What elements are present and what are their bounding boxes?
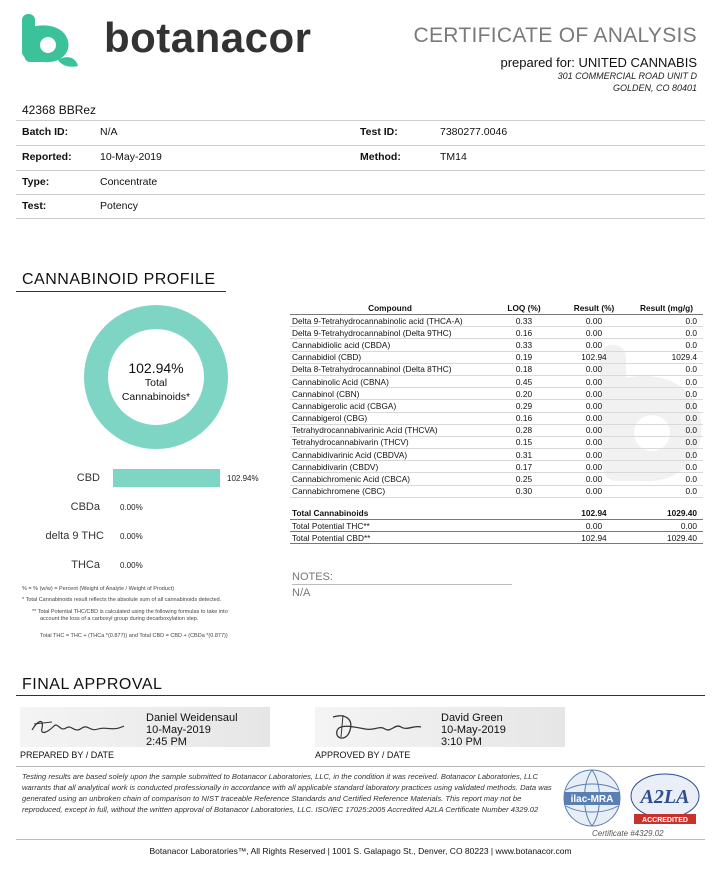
a2la-text: A2LA xyxy=(640,786,690,808)
result-pct-cell: 102.94 xyxy=(558,532,630,544)
total-cannabinoids-percent: 102.94% xyxy=(128,360,184,376)
result-mg-cell: 0.0 xyxy=(630,375,703,387)
client-address-line1: 301 COMMERCIAL ROAD UNIT D xyxy=(557,71,697,81)
divider xyxy=(16,766,705,767)
result-mg-cell: 0.0 xyxy=(630,327,703,339)
approved-by-name: David Green xyxy=(441,712,503,724)
divider xyxy=(16,120,705,121)
type-value: Concentrate xyxy=(100,176,158,188)
prepared-time: 2:45 PM xyxy=(146,736,187,748)
result-mg-cell: 0.0 xyxy=(630,485,703,497)
compound-cell: Total Potential THC** xyxy=(290,520,490,532)
result-pct-cell: 0.00 xyxy=(558,485,630,497)
test-id-value: 7380277.0046 xyxy=(440,126,508,138)
ilac-mra-logo-icon xyxy=(560,768,624,828)
compound-cell: Delta 9-Tetrahydrocannabinolic acid (THCA-A) xyxy=(290,315,490,327)
result-mg-cell: 0.00 xyxy=(630,520,703,532)
compound-cell: Tetrahydrocannabivarinic Acid (THCVA) xyxy=(290,424,490,436)
result-pct-cell: 0.00 xyxy=(558,315,630,327)
reported-value: 10-May-2019 xyxy=(100,151,162,163)
prepared-by-role: PREPARED BY / DATE xyxy=(20,750,115,760)
table-header-row xyxy=(290,302,703,315)
col-header-result-pct: Result (%) xyxy=(558,302,630,315)
result-mg-cell: 0.0 xyxy=(630,388,703,400)
loq-cell: 0.15 xyxy=(490,436,558,448)
client-address-line2: GOLDEN, CO 80401 xyxy=(612,83,697,93)
test-value: Potency xyxy=(100,200,138,212)
table-row xyxy=(290,339,703,351)
result-mg-cell: 0.0 xyxy=(630,449,703,461)
accredited-text: ACCREDITED xyxy=(642,817,688,824)
result-pct-cell: 0.00 xyxy=(558,327,630,339)
table-row xyxy=(290,388,703,400)
footnote-total: * Total Cannabinoids result reflects the absolute sum of all cannabinoids detected. xyxy=(22,597,222,603)
loq-cell: 0.17 xyxy=(490,461,558,473)
notes-underline xyxy=(292,584,512,585)
result-mg-cell: 0.0 xyxy=(630,436,703,448)
compound-cell: Cannabinolic Acid (CBNA) xyxy=(290,375,490,387)
table-row xyxy=(290,315,703,327)
loq-cell: 0.19 xyxy=(490,351,558,363)
result-mg-cell: 0.0 xyxy=(630,473,703,485)
result-mg-cell: 0.0 xyxy=(630,412,703,424)
legal-disclaimer: Testing results are based solely upon the sample submitted to Botanacor Laboratories, LLC, in the condition it was received. Botanacor Laboratories, LLC warrants that all analytical work is conducted professionally in accordance with all applicable standard laboratory practices using validated methods. Data was generated using an unbroken chain of comparison to NIST traceable Reference Standards and Certified Reference Materials. This report may not be reproduced, except in full, without the written approval of Botanacor Laboratories, LLC. ISO/IEC 17025:2005 Accredited A2LA Certificate Number 4329.02 xyxy=(22,772,552,814)
footer-company-info: Botanacor Laboratories™, All Rights Reserved | 1001 S. Galapago St., Denver, CO 80223 | www.botanacor.com xyxy=(149,846,572,856)
divider xyxy=(16,839,705,840)
compound-cell: Delta 9-Tetrahydrocannabinol (Delta 9THC) xyxy=(290,327,490,339)
result-pct-cell: 0.00 xyxy=(558,412,630,424)
result-pct-cell: 0.00 xyxy=(558,473,630,485)
result-mg-cell: 1029.40 xyxy=(630,532,703,544)
col-header-result-mg: Result (mg/g) xyxy=(630,302,703,315)
loq-cell: 0.30 xyxy=(490,485,558,497)
bar-label-thca: THCa xyxy=(71,559,100,571)
approved-date: 10-May-2019 xyxy=(441,724,506,736)
loq-cell: 0.16 xyxy=(490,412,558,424)
batch-id-value: N/A xyxy=(100,126,118,138)
compound-cell: Cannabidiolic acid (CBDA) xyxy=(290,339,490,351)
footnote-formula-2: account the loss of a carboxyl group during decarboxylation step. xyxy=(40,616,199,622)
batch-id-label: Batch ID: xyxy=(22,126,69,138)
result-mg-cell: 0.0 xyxy=(630,315,703,327)
bar-label-cbd: CBD xyxy=(76,472,100,484)
divider xyxy=(16,145,705,146)
prepared-by-name: Daniel Weidensaul xyxy=(146,712,238,724)
divider xyxy=(16,194,705,195)
table-row xyxy=(290,436,703,448)
bar-label-delta9-thc: delta 9 THC xyxy=(45,530,104,542)
result-mg-cell: 0.0 xyxy=(630,461,703,473)
result-pct-cell: 102.94 xyxy=(558,507,630,519)
compound-cell: Total Potential CBD** xyxy=(290,532,490,544)
table-row xyxy=(290,400,703,412)
loq-cell: 0.18 xyxy=(490,363,558,375)
loq-cell xyxy=(490,532,558,544)
result-mg-cell: 0.0 xyxy=(630,400,703,412)
loq-cell: 0.20 xyxy=(490,388,558,400)
a2la-accredited-logo-icon xyxy=(628,772,702,826)
ilac-mra-text: ilac-MRA xyxy=(570,794,614,805)
result-pct-cell: 0.00 xyxy=(558,520,630,532)
divider xyxy=(16,170,705,171)
total-label: Total xyxy=(144,377,168,389)
result-pct-cell: 0.00 xyxy=(558,339,630,351)
compound-cell: Cannabidivarinic Acid (CBDVA) xyxy=(290,449,490,461)
cannabinoid-table xyxy=(290,302,703,544)
result-pct-cell: 102.94 xyxy=(558,351,630,363)
compound-cell: Cannabigerol (CBG) xyxy=(290,412,490,424)
result-pct-cell: 0.00 xyxy=(558,424,630,436)
test-label: Test: xyxy=(22,200,47,212)
result-pct-cell: 0.00 xyxy=(558,449,630,461)
table-spacer-row xyxy=(290,497,703,507)
result-pct-cell: 0.00 xyxy=(558,461,630,473)
divider xyxy=(16,218,705,219)
result-mg-cell: 0.0 xyxy=(630,424,703,436)
section-title-profile: CANNABINOID PROFILE xyxy=(22,271,216,288)
col-header-compound: Compound xyxy=(290,302,490,315)
certificate-number: Certificate #4329.02 xyxy=(592,829,664,838)
prepared-date: 10-May-2019 xyxy=(146,724,211,736)
brand-name: botanacor xyxy=(104,14,312,61)
table-row xyxy=(290,473,703,485)
compound-cell: Tetrahydrocannabivarin (THCV) xyxy=(290,436,490,448)
bar-cbd xyxy=(113,469,220,487)
table-row xyxy=(290,327,703,339)
method-label: Method: xyxy=(360,151,401,163)
loq-cell: 0.29 xyxy=(490,400,558,412)
compound-cell: Total Cannabinoids xyxy=(290,507,490,519)
footnote-percent: % = % (w/w) = Percent (Weight of Analyte / Weight of Product) xyxy=(22,586,175,592)
bar-label-cbda: CBDa xyxy=(70,501,100,513)
loq-cell: 0.25 xyxy=(490,473,558,485)
loq-cell xyxy=(490,507,558,519)
section-underline xyxy=(16,291,226,292)
notes-value: N/A xyxy=(292,587,311,599)
table-row xyxy=(290,449,703,461)
table-row xyxy=(290,461,703,473)
compound-cell: Delta 8-Tetrahydrocannabinol (Delta 8THC) xyxy=(290,363,490,375)
botanacor-logo-icon xyxy=(18,12,82,68)
compound-cell: Cannabichromenic Acid (CBCA) xyxy=(290,473,490,485)
table-row xyxy=(290,412,703,424)
loq-cell: 0.45 xyxy=(490,375,558,387)
document-title: CERTIFICATE OF ANALYSIS xyxy=(413,24,697,47)
compound-cell: Cannabinol (CBN) xyxy=(290,388,490,400)
compound-cell: Cannabichromene (CBC) xyxy=(290,485,490,497)
loq-cell: 0.16 xyxy=(490,327,558,339)
approved-time: 3:10 PM xyxy=(441,736,482,748)
table-row xyxy=(290,351,703,363)
result-mg-cell: 1029.4 xyxy=(630,351,703,363)
bar-value-delta9-thc: 0.00% xyxy=(120,532,143,541)
bar-value-cbd: 102.94% xyxy=(227,474,259,483)
result-pct-cell: 0.00 xyxy=(558,375,630,387)
table-row xyxy=(290,485,703,497)
loq-cell: 0.31 xyxy=(490,449,558,461)
result-pct-cell: 0.00 xyxy=(558,436,630,448)
section-underline xyxy=(16,695,705,696)
result-pct-cell: 0.00 xyxy=(558,363,630,375)
bar-value-cbda: 0.00% xyxy=(120,503,143,512)
type-label: Type: xyxy=(22,176,50,188)
loq-cell xyxy=(490,520,558,532)
section-title-approval: FINAL APPROVAL xyxy=(22,676,163,693)
test-id-label: Test ID: xyxy=(360,126,398,138)
prepared-signature-icon xyxy=(28,712,128,742)
donut-center-label xyxy=(82,360,230,404)
table-row xyxy=(290,424,703,436)
approved-by-role: APPROVED BY / DATE xyxy=(315,750,411,760)
footnote-formula-3: Total THC = THC + (THCa *(0.877)) and Total CBD = CBD + (CBDa *(0.877)) xyxy=(40,633,228,639)
prepared-for: prepared for: UNITED CANNABIS xyxy=(500,55,697,70)
col-header-loq: LOQ (%) xyxy=(490,302,558,315)
loq-cell: 0.33 xyxy=(490,315,558,327)
compound-cell: Cannabidivarin (CBDV) xyxy=(290,461,490,473)
table-row xyxy=(290,375,703,387)
result-mg-cell: 0.0 xyxy=(630,363,703,375)
result-mg-cell: 1029.40 xyxy=(630,507,703,519)
cannabinoids-label: Cannabinoids* xyxy=(121,391,191,403)
footnote-formula-1: ** Total Potential THC/CBD is calculated using the following formulas to take into xyxy=(32,609,228,615)
table-potential-cbd-row xyxy=(290,532,703,544)
notes-title: NOTES: xyxy=(292,571,333,583)
method-value: TM14 xyxy=(440,151,467,163)
table-total-row xyxy=(290,507,703,519)
table-potential-thc-row xyxy=(290,520,703,532)
result-pct-cell: 0.00 xyxy=(558,388,630,400)
compound-cell: Cannabidiol (CBD) xyxy=(290,351,490,363)
loq-cell: 0.28 xyxy=(490,424,558,436)
sample-name: 42368 BBRez xyxy=(22,103,97,117)
result-pct-cell: 0.00 xyxy=(558,400,630,412)
loq-cell: 0.33 xyxy=(490,339,558,351)
approved-signature-icon xyxy=(325,709,425,743)
reported-label: Reported: xyxy=(22,151,72,163)
bar-value-thca: 0.00% xyxy=(120,561,143,570)
compound-cell: Cannabigerolic acid (CBGA) xyxy=(290,400,490,412)
table-row xyxy=(290,363,703,375)
result-mg-cell: 0.0 xyxy=(630,339,703,351)
